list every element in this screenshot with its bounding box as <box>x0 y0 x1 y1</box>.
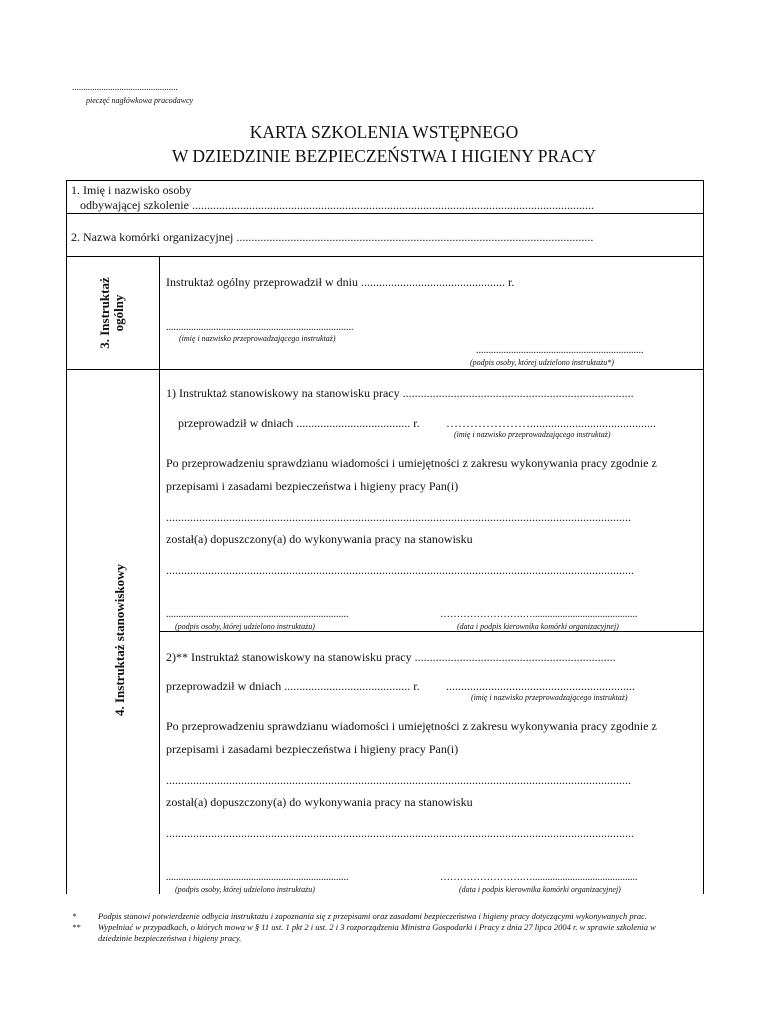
part2-sign-caption: (podpis osoby, której udzielono instruktażu) <box>175 885 315 894</box>
general-instructor-dots[interactable]: ........................................................................... <box>166 322 354 333</box>
part2-check-line2: przepisami i zasadami bezpieczeństwa i higieny pracy Pan(i) <box>166 742 459 756</box>
part1-date-field[interactable]: przeprowadził w dniach ...................................... r. <box>178 416 420 430</box>
workplace-training-side-label: 4. Instruktaż stanowiskowy <box>112 563 127 717</box>
divider-4 <box>159 631 704 632</box>
part2-position-dots[interactable]: ............................................................................................................................................................ <box>166 826 634 840</box>
general-sign-dots[interactable]: ................................................................... <box>476 345 644 356</box>
divider-2 <box>66 256 704 257</box>
general-training-date-field[interactable]: Instruktaż ogólny przeprowadził w dniu ................................................ r. <box>166 275 515 289</box>
part1-manager-caption: (data i podpis kierownika komórki organizacyjnej) <box>457 622 619 631</box>
page-title-line2: W DZIEDZINIE BEZPIECZEŃSTWA I HIGIENY PRACY <box>171 146 597 166</box>
part2-name-dots[interactable]: ........................................................................................................................................................... <box>166 773 631 787</box>
part1-sign-caption: (podpis osoby, której udzielono instruktażu) <box>175 622 315 631</box>
part2-admitted-label: został(a) dopuszczony(a) do wykonywania pracy na stanowisku <box>166 795 473 809</box>
footnote-mark-1: * <box>72 911 77 921</box>
part2-manager-dots[interactable]: …………………….….......................................... <box>440 872 638 883</box>
part1-instructor-dots[interactable]: ………………….......................................... <box>446 416 656 430</box>
divider-1 <box>66 213 704 214</box>
name-field[interactable]: odbywającej szkolenie ...................................................................................................................................... <box>80 198 594 212</box>
part2-manager-caption: (data i podpis kierownika komórki organizacyjnej) <box>459 885 621 894</box>
general-training-side-label <box>98 263 128 363</box>
page-title-line1: KARTA SZKOLENIA WSTĘPNEGO <box>249 122 519 142</box>
footnote-text-2-line2: dziedzinie bezpieczeństwa i higieny pracy. <box>98 933 242 943</box>
column-divider <box>159 256 160 894</box>
side-label-line1: 3. Instruktaż <box>97 277 112 349</box>
part1-admitted-label: został(a) dopuszczony(a) do wykonywania pracy na stanowisku <box>166 532 473 546</box>
general-sign-caption: (podpis osoby, której udzielono instruktażu*) <box>470 358 614 367</box>
unit-field[interactable]: 2. Nazwa komórki organizacyjnej ....................................................................................................................... <box>71 230 594 244</box>
footnote-mark-2: ** <box>72 922 81 932</box>
part1-check-line1: Po przeprowadzeniu sprawdzianu wiadomości i umiejętności z zakresu wykonywania pracy zgodnie z <box>166 456 657 470</box>
stamp-dots: ............................................... <box>72 82 178 92</box>
part1-position-dots[interactable]: ............................................................................................................................................................ <box>166 563 634 577</box>
part2-position-field[interactable]: 2)** Instruktaż stanowiskowy na stanowisku pracy ................................................................... <box>166 650 616 664</box>
part1-sign-dots[interactable]: ......................................................................... <box>166 609 349 620</box>
part2-instructor-dots[interactable]: ............................................................... <box>446 679 635 693</box>
stamp-caption: pieczęć nagłówkowa pracodawcy <box>86 96 194 105</box>
part1-check-line2: przepisami i zasadami bezpieczeństwa i higieny pracy Pan(i) <box>166 479 459 493</box>
part1-manager-dots[interactable]: …………………….….......................................... <box>440 609 638 620</box>
part1-instructor-caption: (imię i nazwisko przeprowadzającego instruktaż) <box>454 430 611 439</box>
part1-name-dots[interactable]: ........................................................................................................................................................... <box>166 510 631 524</box>
part1-position-field[interactable]: 1) Instruktaż stanowiskowy na stanowisku pracy ............................................................................. <box>166 386 634 400</box>
part2-date-field[interactable]: przeprowadził w dniach .......................................... r. <box>166 679 420 693</box>
footnote-text-1: Podpis stanowi potwierdzenie odbycia instruktażu i zapoznania się z przepisami oraz zasadami bezpieczeństwa i higieny pracy dotyczącymi wykonywanych prac. <box>98 911 648 921</box>
general-instructor-caption: (imię i nazwisko przeprowadzającego instruktaż) <box>179 334 336 343</box>
name-label: 1. Imię i nazwisko osoby <box>71 183 192 197</box>
part2-instructor-caption: (imię i nazwisko przeprowadzającego instruktaż) <box>471 693 628 702</box>
footnote-text-2-line1: Wypełniać w przypadkach, o których mowa w § 11 ust. 1 pkt 2 i ust. 2 i 3 rozporządzenia Ministra Gospodarki i Pracy z dnia 27 lipca 2004 r. w sprawie szkolenia w <box>98 922 656 932</box>
side-label-line2: ogólny <box>111 294 126 332</box>
divider-3 <box>66 369 704 370</box>
part2-check-line1: Po przeprowadzeniu sprawdzianu wiadomości i umiejętności z zakresu wykonywania pracy zgodnie z <box>166 719 657 733</box>
part2-sign-dots[interactable]: ......................................................................... <box>166 872 349 883</box>
